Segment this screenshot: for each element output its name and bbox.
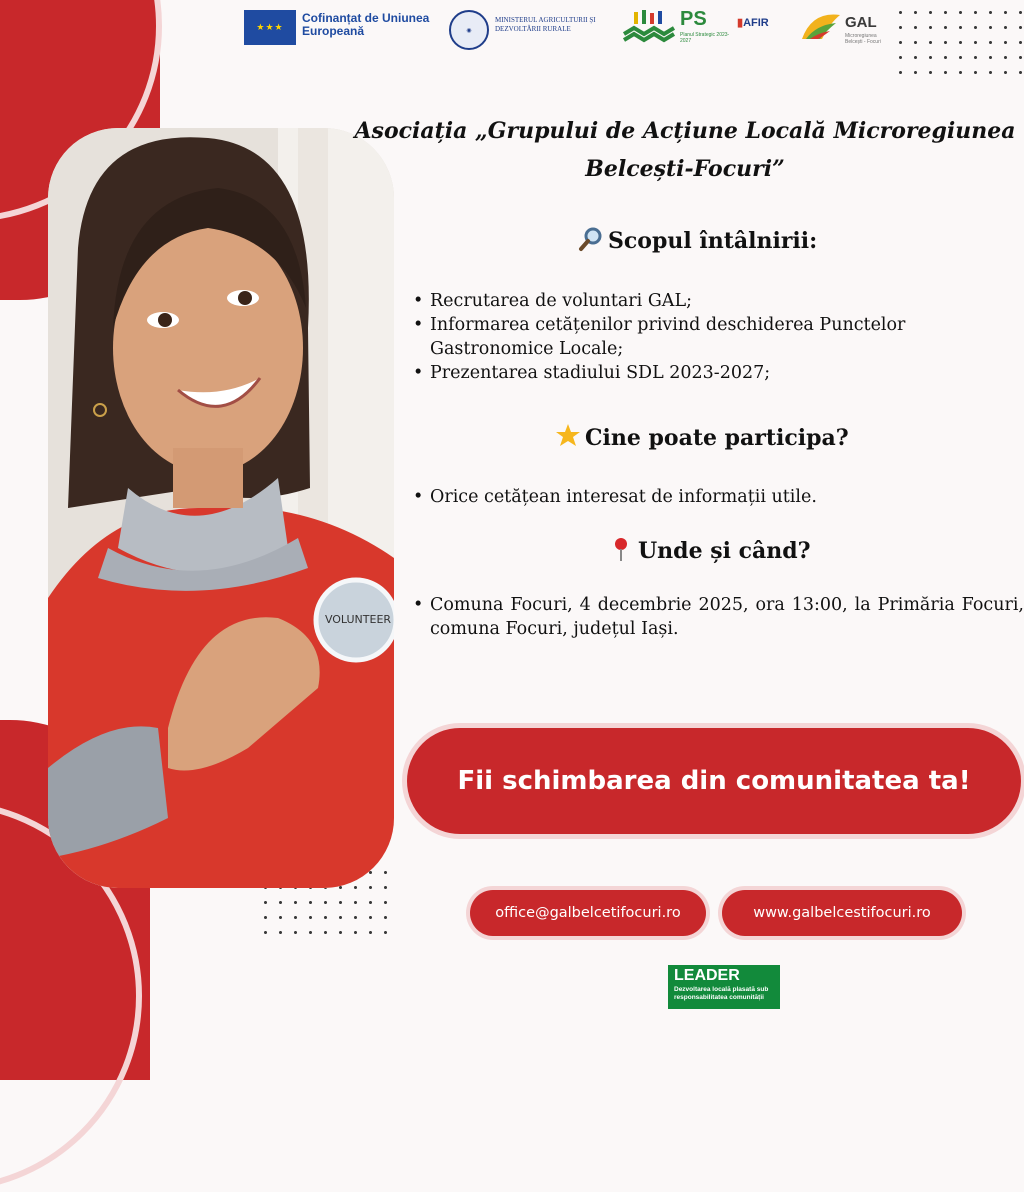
eu-cofinance-label: Cofinanțat de Uniunea Europeană [302, 11, 430, 38]
star-icon [555, 423, 581, 449]
leader-logo [668, 965, 780, 1009]
leader-logo-subtitle: Dezvoltarea locală plasată sub responsabilitatea comunității [674, 986, 769, 1001]
participants-heading [555, 423, 849, 451]
call-to-action-banner[interactable]: Fii schimbarea din comunitatea ta! [407, 728, 1021, 834]
scope-list [408, 289, 1024, 385]
website-link[interactable]: www.galbelcestifocuri.ro [722, 890, 962, 936]
email-link[interactable]: office@galbelcetifocuri.ro [470, 890, 706, 936]
ministry-label: MINISTERUL AGRICULTURII ȘI DEZVOLTĂRII RURALE [495, 16, 596, 33]
list-item: • Orice cetățean interesat de informații utile. [408, 485, 1024, 509]
afir-flag-icon: ▮ [737, 17, 744, 29]
ps-logo-subtitle: Planul Strategic 2023-2027 [680, 32, 730, 44]
participants-list [408, 485, 1024, 509]
scope-heading-text: Scopul întâlnirii: [608, 228, 818, 254]
gal-logo-text: GAL [845, 14, 877, 31]
volunteer-illustration [48, 128, 394, 888]
list-item: • Informarea cetățenilor privind deschiderea Punctelor Gastronomice Locale; [408, 313, 1024, 361]
ps-logo-text: PS [680, 8, 707, 30]
page-title: Asociația „Grupului de Acțiune Locală Microregiunea Belcești-Focuri” [354, 118, 1016, 182]
dot-pattern-top-right [893, 5, 1023, 75]
afir-logo-text: AFIR [743, 17, 769, 29]
magnifier-icon [578, 226, 604, 252]
scope-heading [578, 226, 817, 254]
volunteer-photo [48, 128, 394, 888]
list-item: • Recrutarea de voluntari GAL; [408, 289, 1024, 313]
participants-heading-text: Cine poate participa? [585, 425, 849, 451]
pin-icon [608, 536, 634, 562]
afir-logo [737, 16, 769, 29]
government-seal-icon: ◉ [449, 10, 489, 50]
volunteer-badge-text: VOLUNTEER [324, 613, 392, 626]
location-heading-text: Unde și când? [638, 538, 811, 564]
location-heading [608, 536, 811, 564]
leader-logo-title: LEADER [674, 967, 740, 984]
location-list [408, 593, 1024, 641]
gal-logo-subtitle: Microregiunea Belcești - Focuri [845, 33, 881, 45]
list-item: • Prezentarea stadiului SDL 2023-2027; [408, 361, 1024, 385]
eu-flag-icon: ★★★ [244, 10, 296, 45]
list-item: • Comuna Focuri, 4 decembrie 2025, ora 13:00, la Primăria Focuri, comuna Focuri, județul Iași. [408, 593, 1024, 641]
gal-logo-icon [800, 9, 844, 43]
